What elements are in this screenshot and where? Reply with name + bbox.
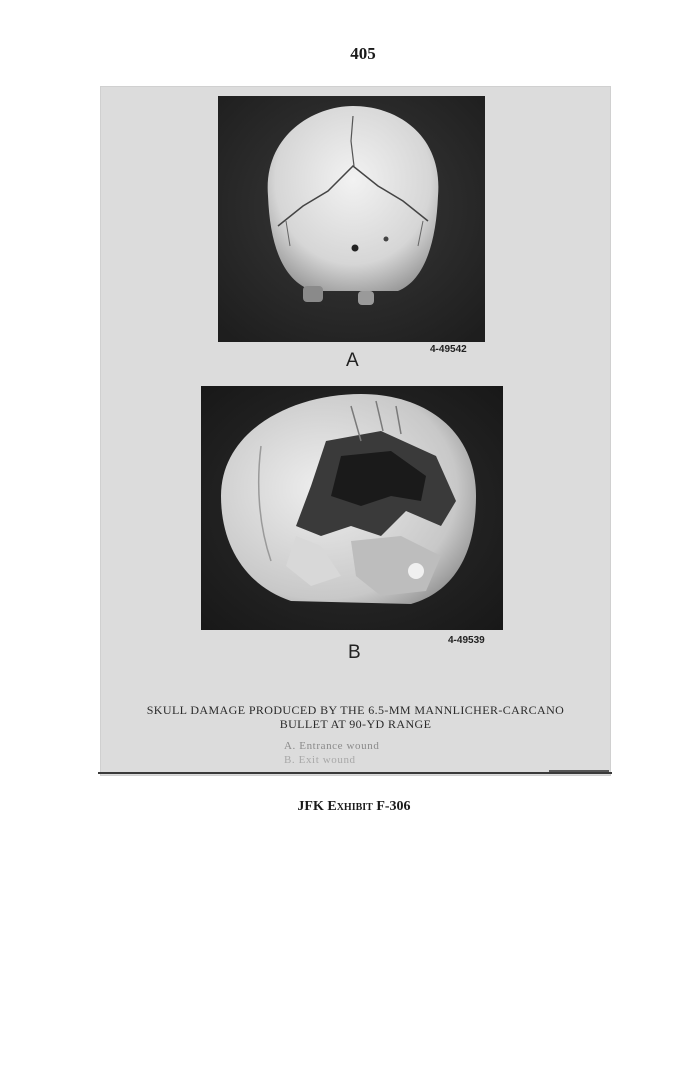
skull-rear-view-photo [218, 96, 485, 342]
exhibit-word: Exhibit [327, 799, 373, 814]
panel-letter-a: A [346, 350, 359, 371]
legend-exit-wound: B. Exit wound [284, 754, 356, 766]
exhibit-plate [100, 86, 611, 776]
plate-caption-line-2: BULLET AT 90-YD RANGE [279, 717, 432, 731]
plate-bottom-edge [98, 772, 612, 774]
photo-a-id-label: 4-49542 [430, 344, 467, 355]
panel-letter-b: B [348, 642, 361, 663]
photo-a [218, 96, 485, 342]
legend-entrance-wound: A. Entrance wound [284, 740, 380, 752]
page-number: 405 [350, 44, 376, 63]
exhibit-title [0, 799, 688, 815]
photo-b [201, 386, 503, 630]
plate-caption-line-1: SKULL DAMAGE PRODUCED BY THE 6.5-MM MANNLICHER-CARCANO [146, 703, 565, 717]
photo-b-id-label: 4-49539 [448, 635, 485, 646]
exhibit-prefix: JFK [297, 799, 324, 814]
skull-exit-damage-photo [201, 386, 503, 630]
exhibit-number: F-306 [376, 799, 411, 814]
